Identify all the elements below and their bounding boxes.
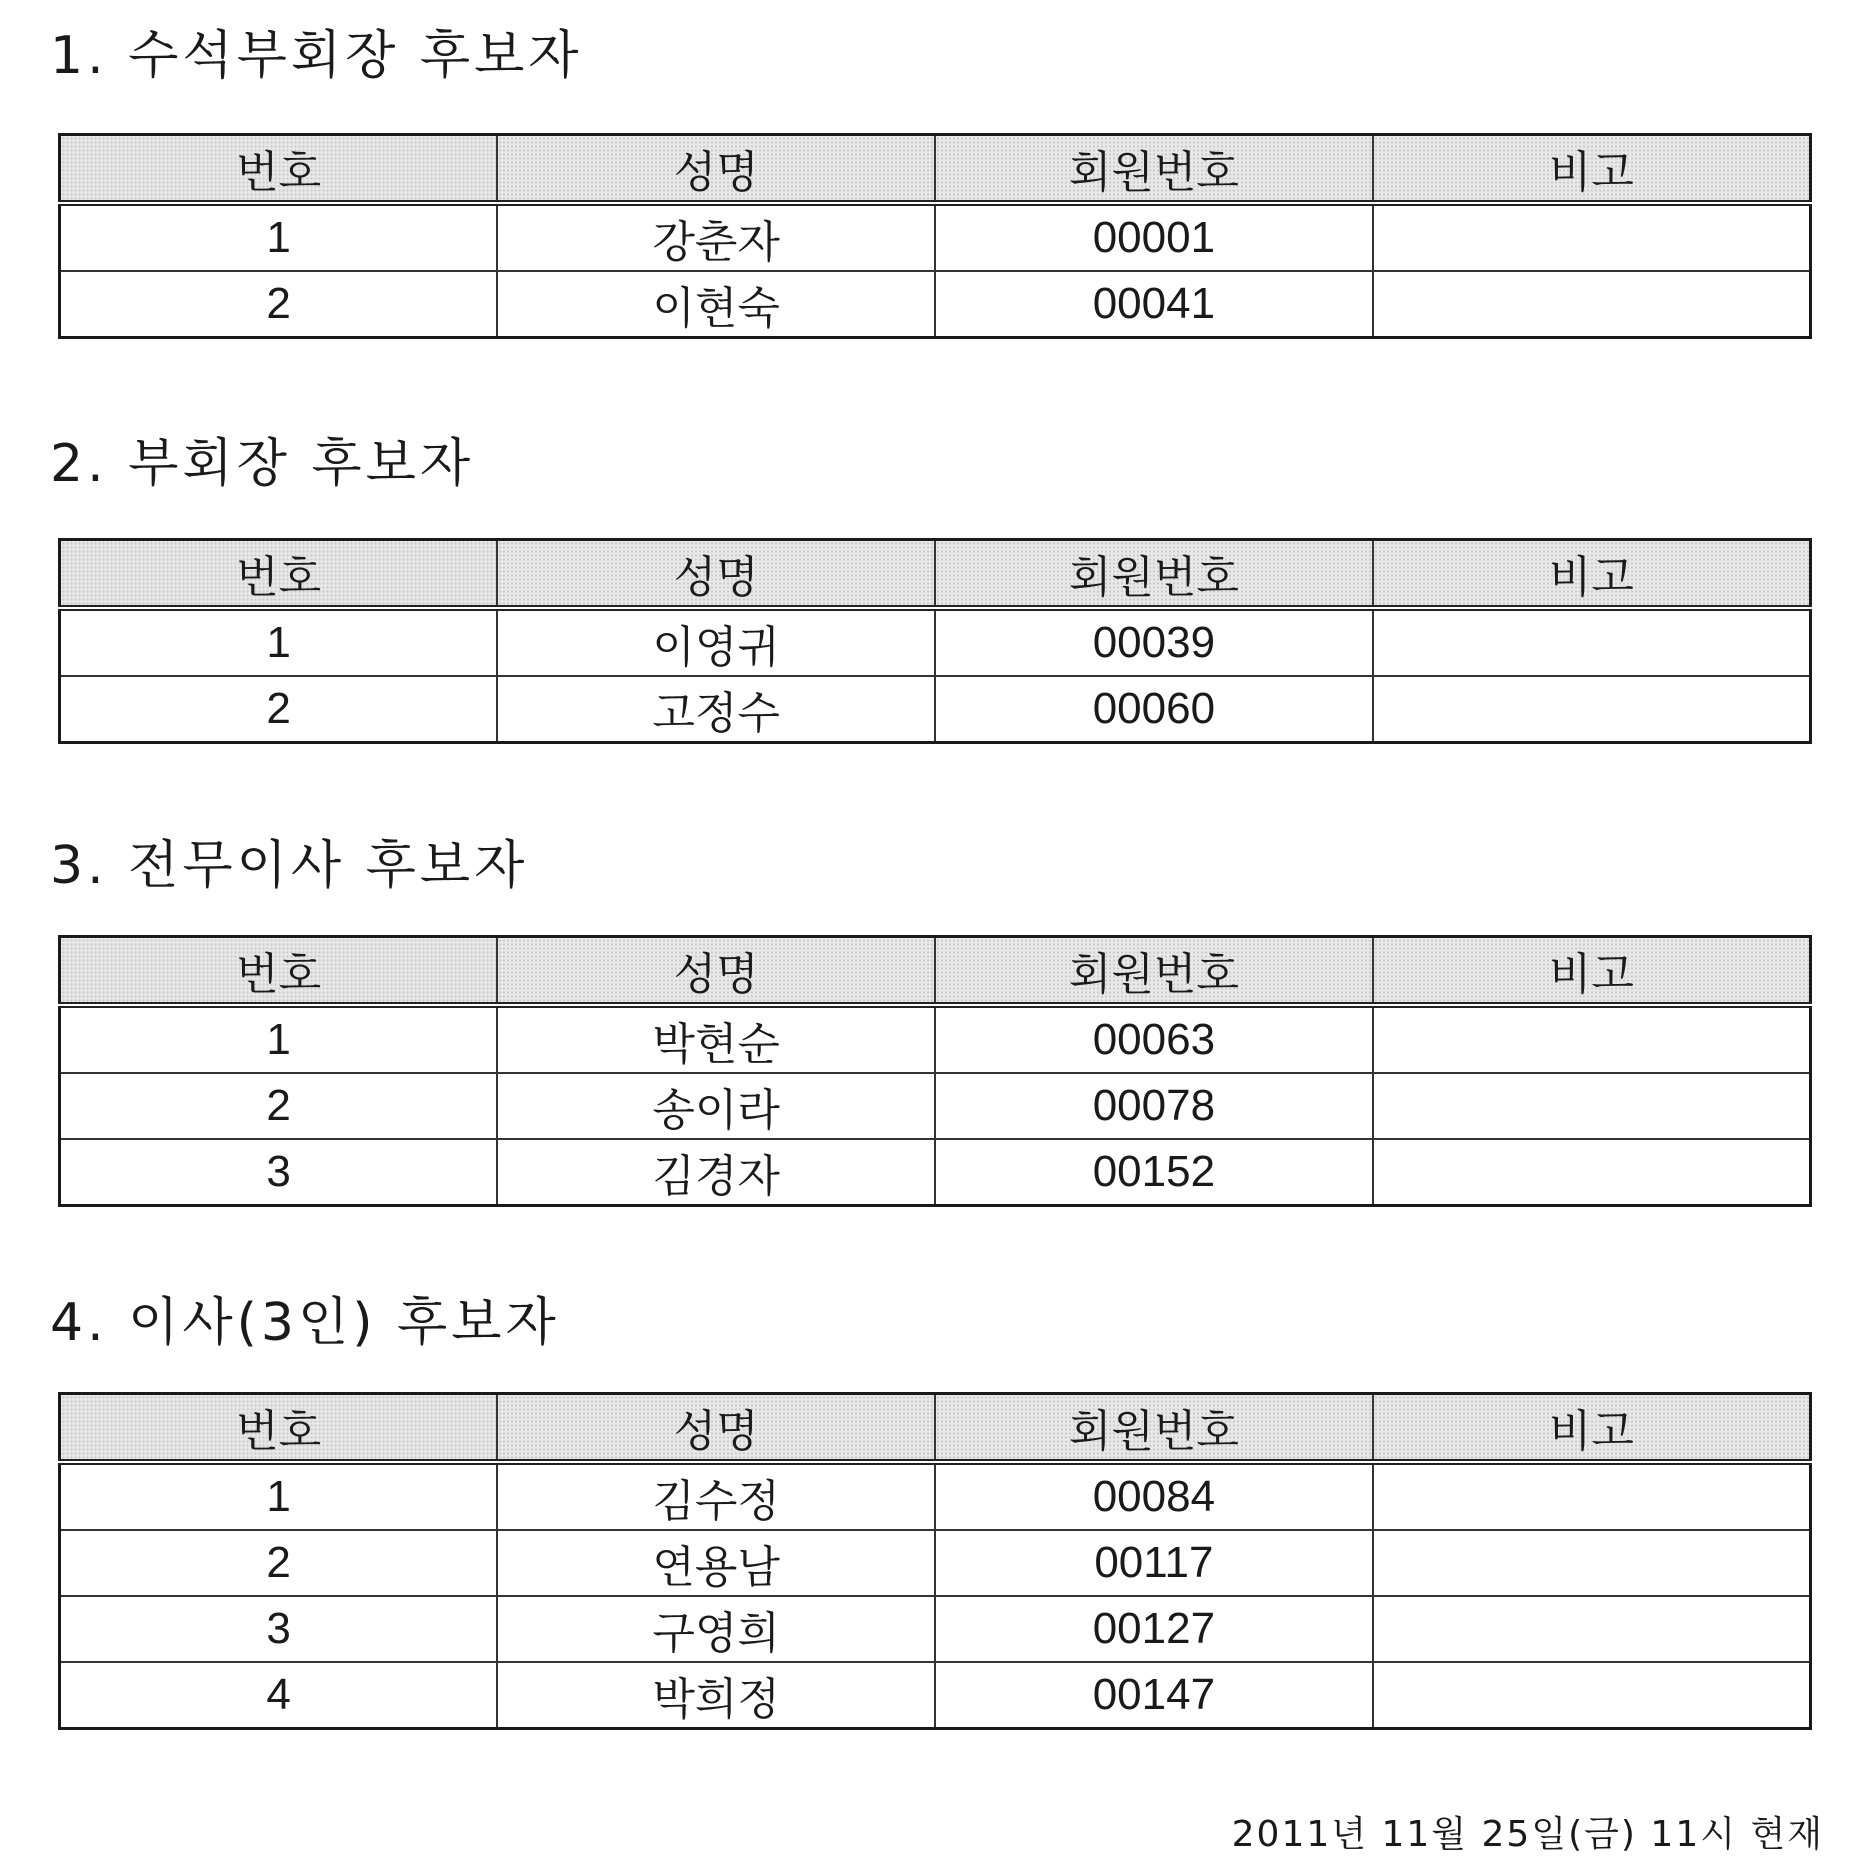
table-row [60,676,1811,743]
cell-number: 2 [60,271,498,338]
column-header-number: 번호 [60,937,498,1006]
cell-number: 3 [60,1596,498,1662]
cell-name: 구영희 [497,1596,935,1662]
table-row [60,1139,1811,1206]
cell-number: 2 [60,1530,498,1596]
cell-member-number: 00060 [935,676,1373,743]
cell-remarks [1373,1530,1811,1596]
cell-name: 연용남 [497,1530,935,1596]
cell-remarks [1373,608,1811,676]
cell-member-number: 00039 [935,608,1373,676]
column-header-number: 번호 [60,135,498,204]
candidate-table [58,935,1812,1207]
cell-number: 1 [60,203,498,271]
cell-name: 고정수 [497,676,935,743]
column-header-member-number: 회원번호 [935,135,1373,204]
section-title: 3. 전무이사 후보자 [50,836,529,896]
cell-name: 김수정 [497,1462,935,1530]
column-header-member-number: 회원번호 [935,1394,1373,1463]
section-title: 4. 이사(3인) 후보자 [50,1293,560,1353]
cell-name: 송이라 [497,1073,935,1139]
cell-number: 3 [60,1139,498,1206]
cell-number: 4 [60,1662,498,1729]
column-header-number: 번호 [60,1394,498,1463]
cell-name: 이영귀 [497,608,935,676]
column-header-member-number: 회원번호 [935,540,1373,609]
table-row [60,608,1811,676]
cell-remarks [1373,203,1811,271]
cell-name: 박현순 [497,1005,935,1073]
column-header-name: 성명 [497,1394,935,1463]
column-header-member-number: 회원번호 [935,937,1373,1006]
table-row [60,1596,1811,1662]
section-title: 2. 부회장 후보자 [50,434,475,494]
cell-remarks [1373,676,1811,743]
cell-member-number: 00147 [935,1662,1373,1729]
table-row [60,1662,1811,1729]
candidate-table [58,538,1812,744]
column-header-name: 성명 [497,540,935,609]
cell-member-number: 00084 [935,1462,1373,1530]
cell-member-number: 00078 [935,1073,1373,1139]
column-header-name: 성명 [497,135,935,204]
table-header-row [60,937,1811,1006]
cell-name: 김경자 [497,1139,935,1206]
cell-number: 1 [60,1462,498,1530]
cell-name: 박희정 [497,1662,935,1729]
column-header-remarks: 비고 [1373,937,1811,1006]
cell-number: 1 [60,608,498,676]
table-row [60,271,1811,338]
cell-member-number: 00063 [935,1005,1373,1073]
cell-remarks [1373,1462,1811,1530]
table-row [60,1462,1811,1530]
cell-remarks [1373,1662,1811,1729]
table-header-row [60,135,1811,204]
cell-number: 1 [60,1005,498,1073]
cell-remarks [1373,1596,1811,1662]
column-header-remarks: 비고 [1373,135,1811,204]
column-header-number: 번호 [60,540,498,609]
cell-name: 강춘자 [497,203,935,271]
cell-number: 2 [60,1073,498,1139]
table-header-row [60,1394,1811,1463]
table-header-row [60,540,1811,609]
column-header-name: 성명 [497,937,935,1006]
cell-number: 2 [60,676,498,743]
table-row [60,1073,1811,1139]
table-row [60,1530,1811,1596]
candidate-table [58,1392,1812,1730]
candidate-table [58,133,1812,339]
cell-remarks [1373,271,1811,338]
column-header-remarks: 비고 [1373,1394,1811,1463]
cell-name: 이현숙 [497,271,935,338]
cell-remarks [1373,1005,1811,1073]
column-header-remarks: 비고 [1373,540,1811,609]
section-title: 1. 수석부회장 후보자 [50,26,583,86]
cell-remarks [1373,1139,1811,1206]
cell-member-number: 00127 [935,1596,1373,1662]
cell-member-number: 00041 [935,271,1373,338]
cell-member-number: 00001 [935,203,1373,271]
table-row [60,203,1811,271]
as-of-date: 2011년 11월 25일(금) 11시 현재 [1231,1814,1824,1855]
cell-member-number: 00117 [935,1530,1373,1596]
cell-remarks [1373,1073,1811,1139]
table-row [60,1005,1811,1073]
cell-member-number: 00152 [935,1139,1373,1206]
